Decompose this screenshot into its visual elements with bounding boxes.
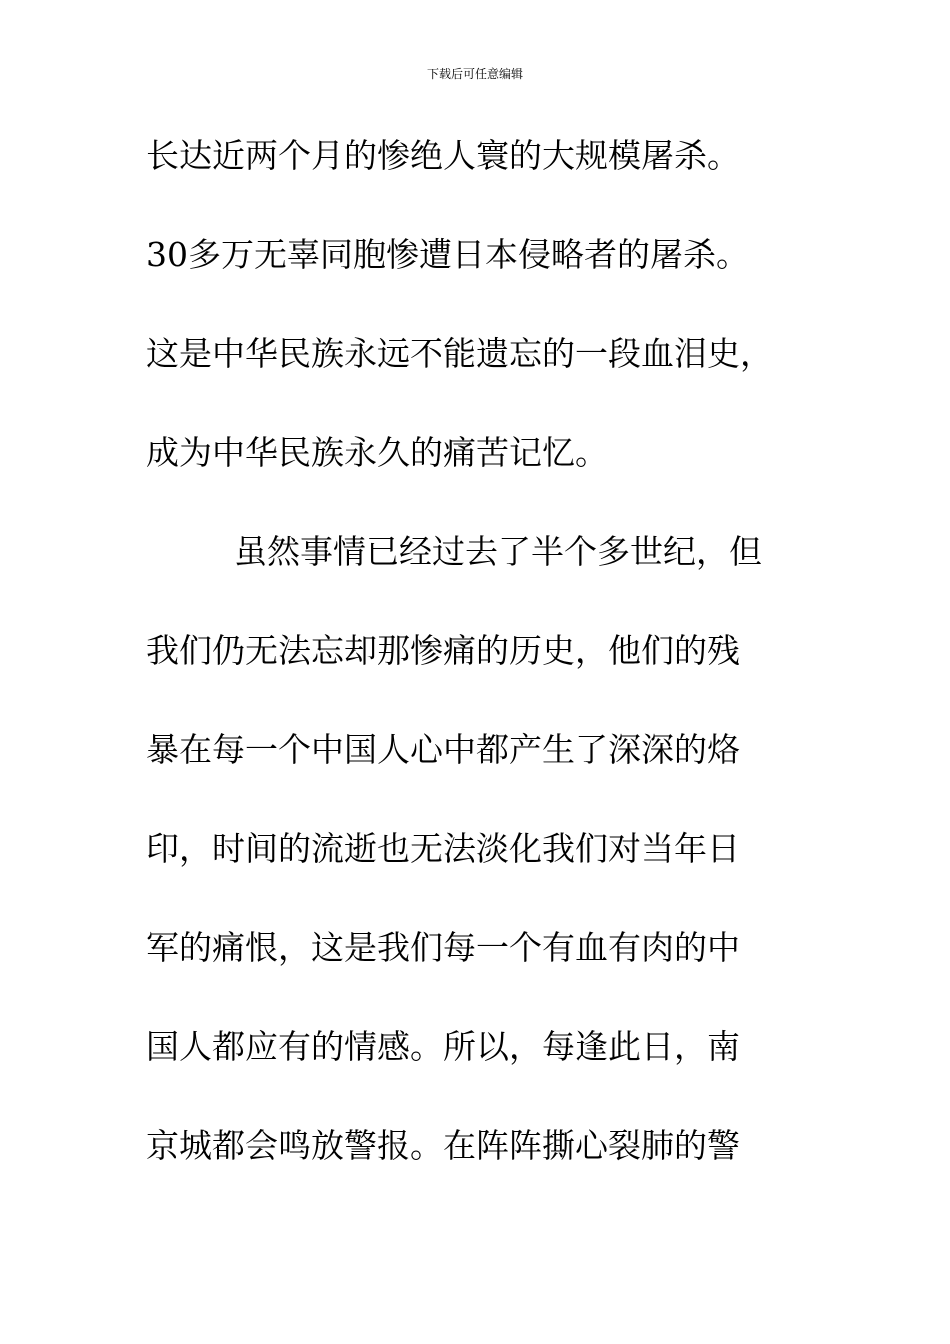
page-header: 下载后可任意编辑 <box>426 67 523 81</box>
text-line: 长达近两个月的惨绝人寰的大规模屠杀。 <box>146 136 740 175</box>
text-line: 京城都会鸣放警报。在阵阵撕心裂肺的警 <box>146 1126 740 1165</box>
text-line: 这是中华民族永远不能遗忘的一段血泪史， <box>146 334 773 373</box>
text-line: 暴在每一个中国人心中都产生了深深的烙 <box>146 730 740 769</box>
text-line: 30多万无辜同胞惨遭日本侵略者的屠杀。 <box>146 235 749 274</box>
text-line: 国人都应有的情感。所以，每逢此日，南 <box>146 1027 740 1066</box>
text-line: 成为中华民族永久的痛苦记忆。 <box>146 433 608 472</box>
text-line: 军的痛恨，这是我们每一个有血有肉的中 <box>146 928 740 967</box>
text-line-paragraph-start: 虽然事情已经过去了半个多世纪，但 <box>234 532 762 571</box>
text-line: 我们仍无法忘却那惨痛的历史，他们的残 <box>146 631 740 670</box>
body-text <box>146 126 806 1215</box>
text-line: 印，时间的流逝也无法淡化我们对当年日 <box>146 829 740 868</box>
